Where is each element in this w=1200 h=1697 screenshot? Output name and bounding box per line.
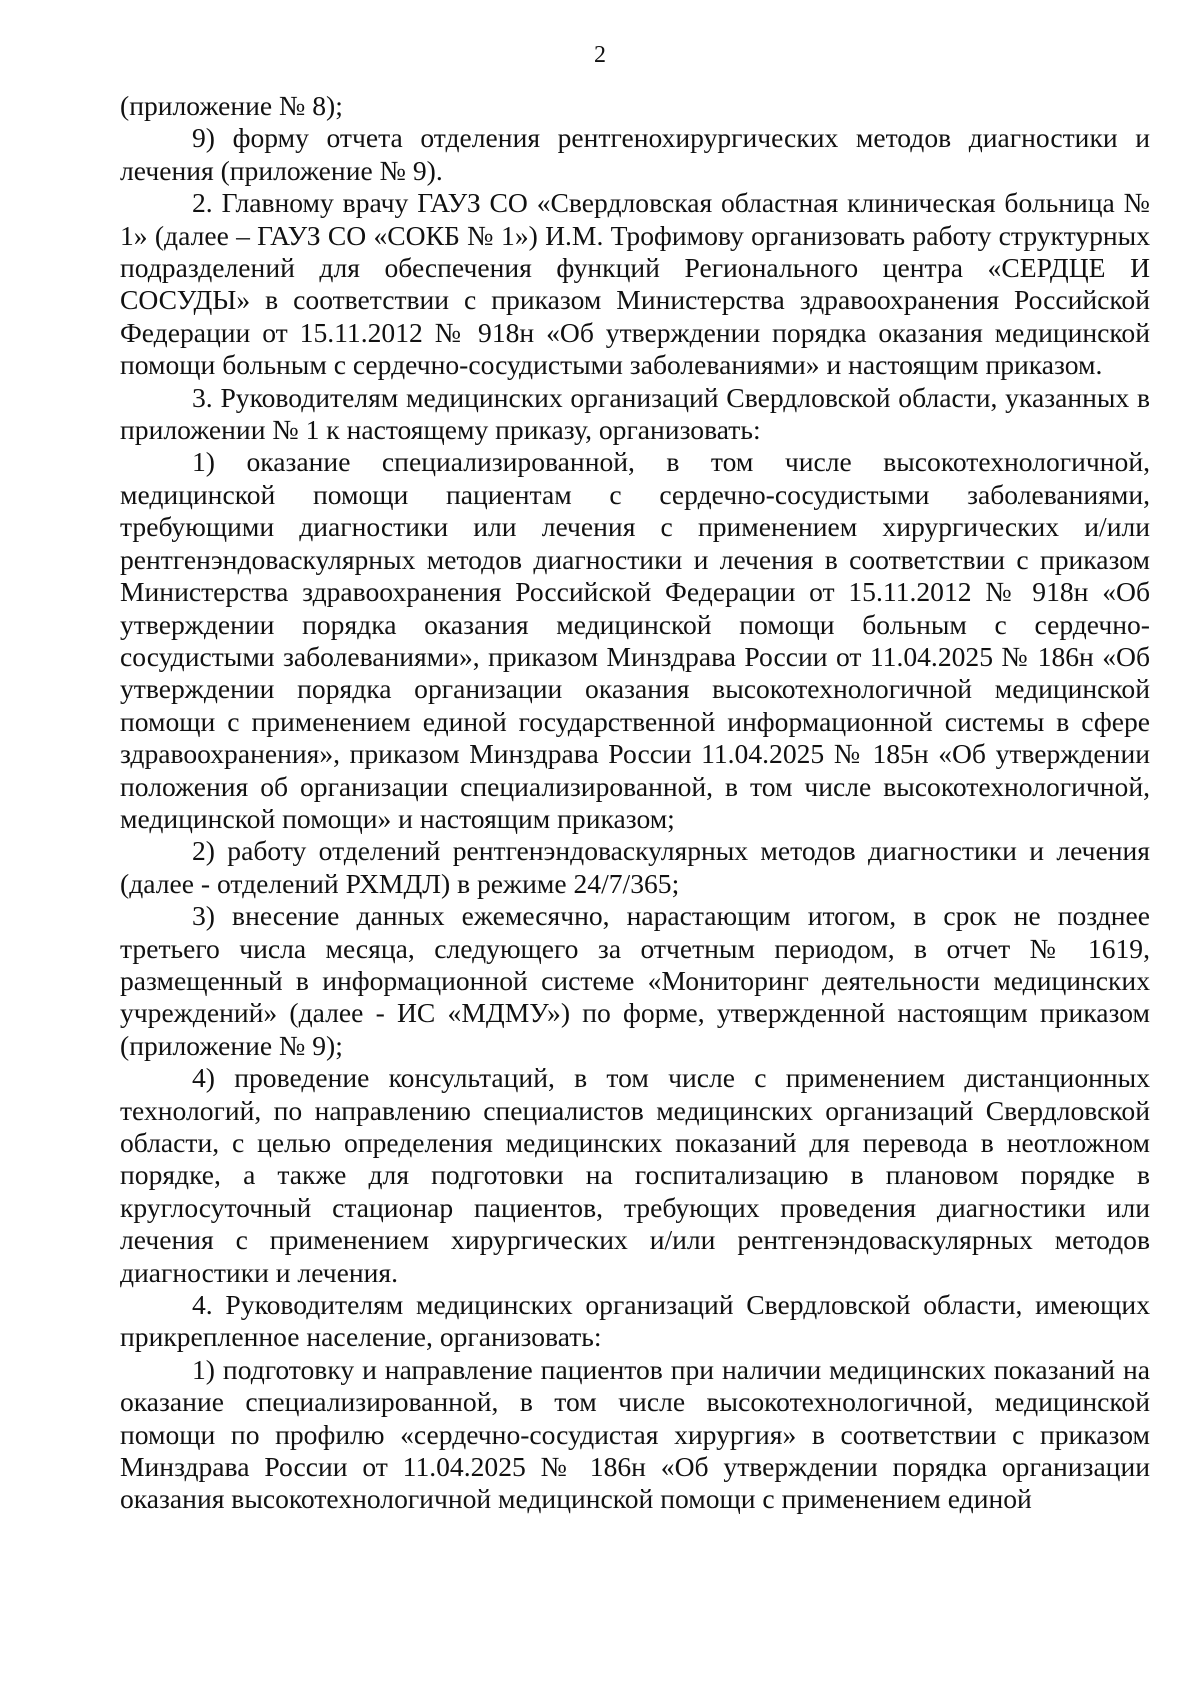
page-number: 2 — [594, 42, 606, 68]
paragraph: 3) внесение данных ежемесячно, нарастающим итогом, в срок не позднее третьего числа месяца, следующего за отчетным периодом, в отчет № 1619, размещенный в информационной системе «Мониторинг деятельности медицинских учреждений» (далее - ИС «МДМУ») по форме, утвержденной настоящим приказом (приложение № 9); — [120, 900, 1150, 1061]
paragraph: 1) подготовку и направление пациентов при наличии медицинских показаний на оказание специализированной, в том числе высокотехнологичной, медицинской помощи по профилю «сердечно-сосудистая хирургия» в соответствии с приказом Минздрава России от 11.04.2025 № 186н «Об утверждении порядка организации оказания высокотехнологичной медицинской помощи с применением единой — [120, 1353, 1150, 1515]
paragraph: (приложение № 8); — [120, 90, 343, 121]
paragraph: 2. Главному врачу ГАУЗ СО «Свердловская областная клиническая больница № 1» (далее – ГАУЗ СО «СОКБ № 1») И.М. Трофимову организовать работу структурных подразделений для обеспечения функций Регионального центра «СЕРДЦЕ И СОСУДЫ» в соответствии с приказом Министерства здравоохранения Российской Федерации от 15.11.2012 № 918н «Об утверждении порядка оказания медицинской помощи больным с сердечно-сосудистыми заболеваниями» и настоящим приказом. — [120, 187, 1150, 381]
paragraph: 1) оказание специализированной, в том числе высокотехнологичной, медицинской помощи пациентам с сердечно-сосудистыми заболеваниями, требующими диагностики или лечения с применением хирургических и/или рентгенэндоваскулярных методов диагностики и лечения в соответствии с приказом Министерства здравоохранения Российской Федерации от 15.11.2012 № 918н «Об утверждении порядка оказания медицинской помощи больным с сердечно-сосудистыми заболеваниями», приказом Минздрава России от 11.04.2025 № 186н «Об утверждении порядка организации оказания высокотехнологичной медицинской помощи с применением единой государственной информационной системы в сфере здравоохранения», приказом Минздрава России 11.04.2025 № 185н «Об утверждении положения об организации специализированной, в том числе высокотехнологичной, медицинской помощи» и настоящим приказом; — [120, 446, 1150, 834]
paragraph: 3. Руководителям медицинских организаций Свердловской области, указанных в приложении № 1 к настоящему приказу, организовать: — [120, 381, 1150, 446]
paragraph: 4) проведение консультаций, в том числе с применением дистанционных технологий, по направлению специалистов медицинских организаций Свердловской области, с целью определения медицинских показаний для перевода в неотложном порядке, а также для подготовки на госпитализацию в плановом порядке в круглосуточный стационар пациентов, требующих проведения диагностики или лечения с применением хирургических и/или рентгенэндоваскулярных методов диагностики и лечения. — [120, 1062, 1150, 1288]
paragraph: 2) работу отделений рентгенэндоваскулярных методов диагностики и лечения (далее - отделений РХМДЛ) в режиме 24/7/365; — [120, 835, 1150, 899]
document-body — [120, 90, 1150, 1516]
paragraph: 4. Руководителям медицинских организаций Свердловской области, имеющих прикрепленное население, организовать: — [120, 1289, 1150, 1353]
paragraph: 9) форму отчета отделения рентгенохирургических методов диагностики и лечения (приложение № 9). — [120, 122, 1150, 186]
